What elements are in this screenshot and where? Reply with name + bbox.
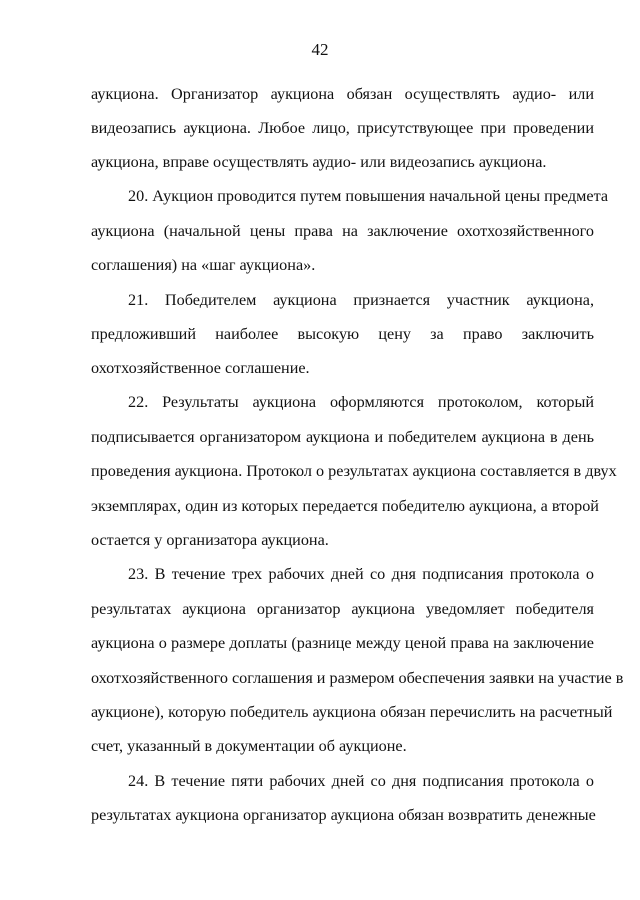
text-line: видеозапись аукциона. Любое лицо, присутствующее при проведении [91,119,594,137]
text-line: охотхозяйственного соглашения и размером обеспечения заявки на участие в [91,669,624,687]
text-line: счет, указанный в документации об аукционе. [91,737,407,755]
text-line: экземплярах, один из которых передается победителю аукциона, а второй [91,497,599,515]
text-line: результатах аукциона организатор аукциона обязан возвратить денежные [91,806,596,824]
paragraph-start-line: 22. Результаты аукциона оформляются протоколом, который [128,393,594,411]
text-line: аукциона о размере доплаты (разнице между ценой права на заключение [91,634,594,652]
text-line: соглашения) на «шаг аукциона». [91,256,316,274]
page-number: 42 [311,40,329,59]
paragraph-start-line: 20. Аукцион проводится путем повышения начальной цены предмета [128,187,609,205]
text-line: результатах аукциона организатор аукциона уведомляет победителя [91,600,594,618]
paragraph-start-line: 21. Победителем аукциона признается участник аукциона, [128,291,594,309]
text-line: проведения аукциона. Протокол о результатах аукциона составляется в двух [91,462,617,480]
text-line: подписывается организатором аукциона и победителем аукциона в день [91,428,594,446]
text-line: аукциона. Организатор аукциона обязан осуществлять аудио- или [91,85,594,103]
text-line: аукциона, вправе осуществлять аудио- или видеозапись аукциона. [91,153,547,171]
paragraph-start-line: 24. В течение пяти рабочих дней со дня подписания протокола о [128,772,594,790]
text-line: предложивший наиболее высокую цену за право заключить [91,325,594,343]
paragraph-start-line: 23. В течение трех рабочих дней со дня подписания протокола о [128,565,594,583]
text-line: аукционе), которую победитель аукциона обязан перечислить на расчетный [91,703,613,721]
text-line: остается у организатора аукциона. [91,531,329,549]
text-line: аукциона (начальной цены права на заключение охотхозяйственного [91,222,594,240]
text-line: охотхозяйственное соглашение. [91,359,310,377]
